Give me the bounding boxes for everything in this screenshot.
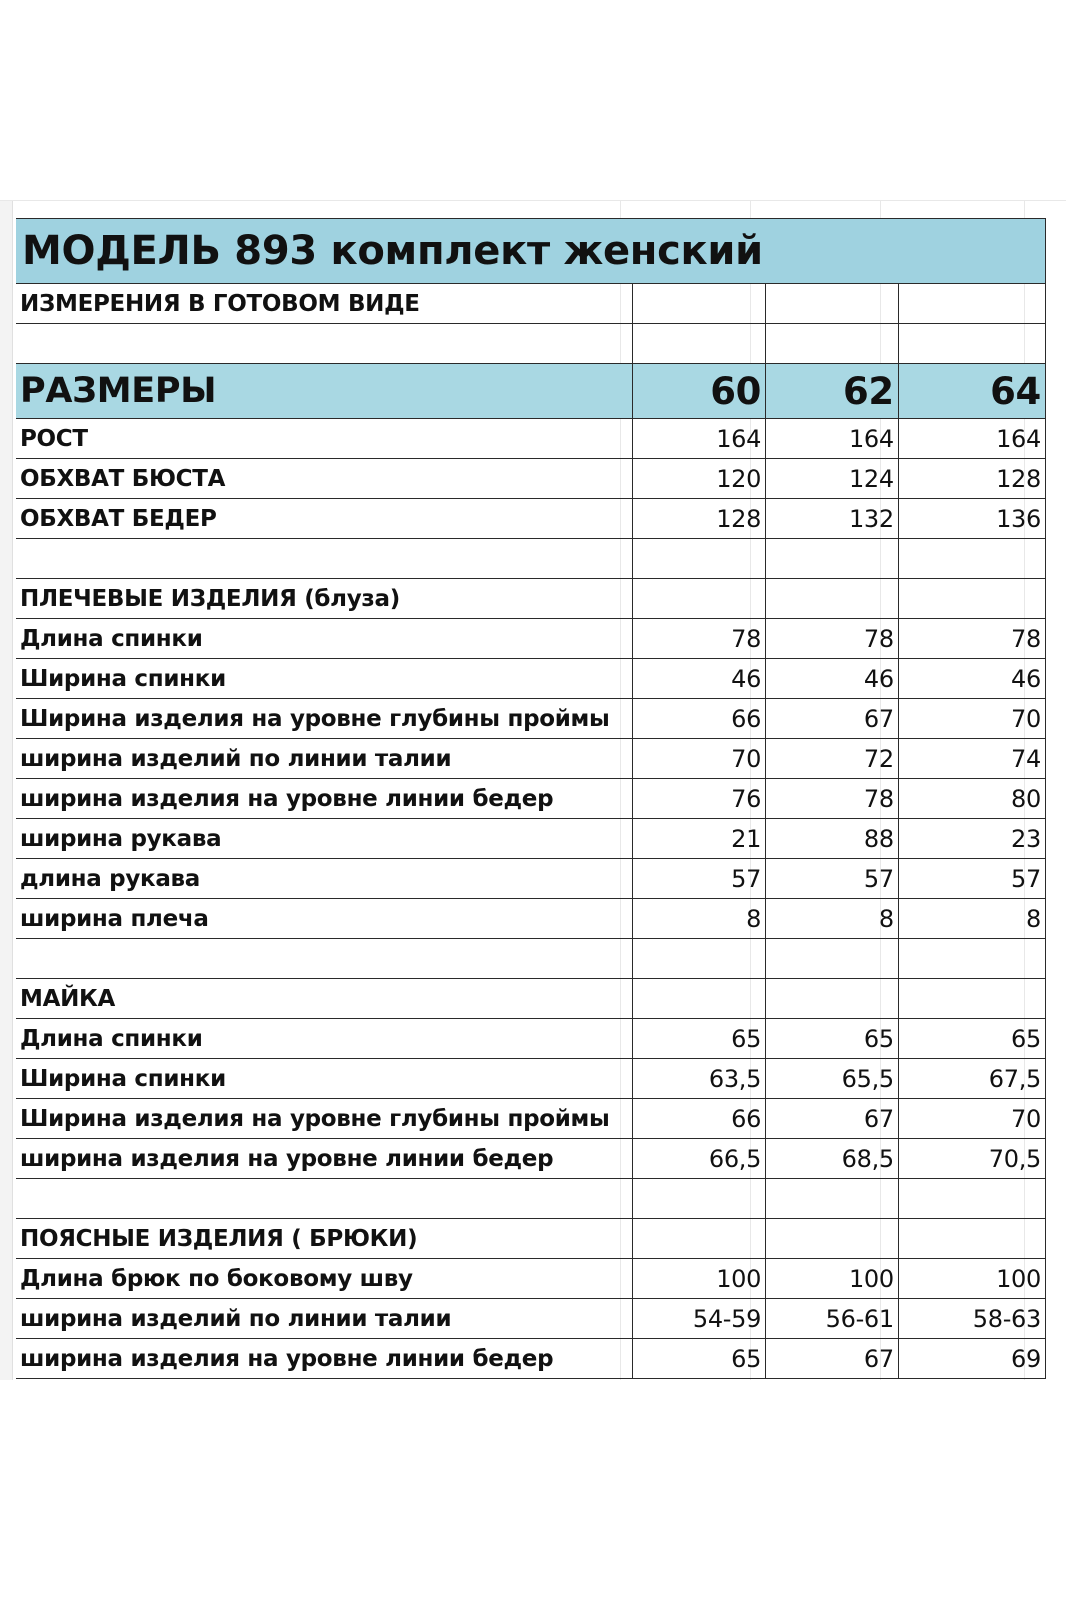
measurement-label[interactable]: Длина брюк по боковому шву xyxy=(16,1259,633,1299)
cell[interactable] xyxy=(16,939,633,979)
cell[interactable] xyxy=(766,539,899,579)
measurement-row xyxy=(16,1339,1046,1379)
measurement-value-size-62[interactable]: 57 xyxy=(766,859,899,899)
cell[interactable] xyxy=(633,939,766,979)
measurement-value-size-64[interactable]: 164 xyxy=(898,419,1045,459)
measurement-row xyxy=(16,899,1046,939)
cell[interactable] xyxy=(898,1219,1045,1259)
cell[interactable] xyxy=(766,284,899,324)
measurement-row xyxy=(16,819,1046,859)
measurement-row xyxy=(16,499,1046,539)
measurement-value-size-64[interactable]: 80 xyxy=(898,779,1045,819)
measurement-value-size-64[interactable]: 57 xyxy=(898,859,1045,899)
measurement-row xyxy=(16,1259,1046,1299)
measurement-value-size-64[interactable]: 78 xyxy=(898,619,1045,659)
measurement-row xyxy=(16,699,1046,739)
measurement-value-size-62[interactable]: 67 xyxy=(766,699,899,739)
measurement-label[interactable]: длина рукава xyxy=(16,859,633,899)
measurement-value-size-64[interactable]: 70 xyxy=(898,699,1045,739)
measurement-value-size-60[interactable]: 66,5 xyxy=(633,1139,766,1179)
cell[interactable] xyxy=(633,579,766,619)
general-section xyxy=(16,419,1046,539)
measurement-value-size-60[interactable]: 46 xyxy=(633,659,766,699)
cell[interactable] xyxy=(633,1219,766,1259)
trousers-section xyxy=(16,1259,1046,1379)
measurement-value-size-62[interactable]: 46 xyxy=(766,659,899,699)
measurement-row xyxy=(16,1059,1046,1099)
cell[interactable] xyxy=(898,579,1045,619)
measurement-label[interactable]: ширина изделий по линии талии xyxy=(16,1299,633,1339)
measurements-subtitle[interactable]: ИЗМЕРЕНИЯ В ГОТОВОМ ВИДЕ xyxy=(16,284,633,324)
measurement-value-size-60[interactable]: 65 xyxy=(633,1339,766,1379)
blank-row xyxy=(16,324,1046,364)
measurement-value-size-62[interactable]: 124 xyxy=(766,459,899,499)
measurement-value-size-62[interactable]: 100 xyxy=(766,1259,899,1299)
measurement-row xyxy=(16,1099,1046,1139)
cell[interactable] xyxy=(898,284,1045,324)
cell[interactable] xyxy=(766,939,899,979)
measurement-label[interactable]: Ширина спинки xyxy=(16,1059,633,1099)
spreadsheet-area xyxy=(0,200,1066,1380)
section-heading-row xyxy=(16,579,1046,619)
measurement-value-size-64[interactable]: 46 xyxy=(898,659,1045,699)
measurement-value-size-64[interactable]: 67,5 xyxy=(898,1059,1045,1099)
measurement-row xyxy=(16,1139,1046,1179)
measurement-label[interactable]: Длина спинки xyxy=(16,1019,633,1059)
measurement-row xyxy=(16,1299,1046,1339)
measurement-label[interactable]: ширина изделия на уровне линии бедер xyxy=(16,779,633,819)
measurement-value-size-60[interactable]: 128 xyxy=(633,499,766,539)
measurement-value-size-60[interactable]: 78 xyxy=(633,619,766,659)
cell[interactable] xyxy=(898,979,1045,1019)
measurement-value-size-60[interactable]: 66 xyxy=(633,699,766,739)
blouse-heading[interactable]: ПЛЕЧЕВЫЕ ИЗДЕЛИЯ (блуза) xyxy=(16,579,633,619)
measurement-value-size-62[interactable]: 65,5 xyxy=(766,1059,899,1099)
tank-heading[interactable]: МАЙКА xyxy=(16,979,633,1019)
cell[interactable] xyxy=(766,1179,899,1219)
blouse-section xyxy=(16,619,1046,939)
measurement-row xyxy=(16,459,1046,499)
measurement-value-size-62[interactable]: 78 xyxy=(766,779,899,819)
section-heading-row xyxy=(16,1219,1046,1259)
measurement-label[interactable]: РОСТ xyxy=(16,419,633,459)
blank-row xyxy=(16,939,1046,979)
blank-row xyxy=(16,1179,1046,1219)
measurement-value-size-64[interactable]: 70 xyxy=(898,1099,1045,1139)
measurement-value-size-64[interactable]: 69 xyxy=(898,1339,1045,1379)
measurement-value-size-64[interactable]: 128 xyxy=(898,459,1045,499)
measurement-value-size-62[interactable]: 67 xyxy=(766,1099,899,1139)
measurement-value-size-64[interactable]: 58-63 xyxy=(898,1299,1045,1339)
measurement-value-size-62[interactable]: 72 xyxy=(766,739,899,779)
measurement-row xyxy=(16,419,1046,459)
tank-section xyxy=(16,1019,1046,1179)
measurement-value-size-62[interactable]: 132 xyxy=(766,499,899,539)
measurement-row xyxy=(16,619,1046,659)
measurement-value-size-64[interactable]: 70,5 xyxy=(898,1139,1045,1179)
measurement-label[interactable]: Ширина изделия на уровне глубины проймы xyxy=(16,699,633,739)
measurement-value-size-60[interactable]: 100 xyxy=(633,1259,766,1299)
gridline xyxy=(0,200,1066,201)
measurement-value-size-64[interactable]: 8 xyxy=(898,899,1045,939)
measurement-value-size-60[interactable]: 70 xyxy=(633,739,766,779)
size-64[interactable]: 64 xyxy=(898,364,1045,419)
measurement-value-size-60[interactable]: 54-59 xyxy=(633,1299,766,1339)
row-header-strip xyxy=(0,200,13,1380)
measurement-label[interactable]: ОБХВАТ БЕДЕР xyxy=(16,499,633,539)
measurement-label[interactable]: Длина спинки xyxy=(16,619,633,659)
section-heading-row xyxy=(16,979,1046,1019)
measurement-value-size-60[interactable]: 63,5 xyxy=(633,1059,766,1099)
size-60[interactable]: 60 xyxy=(633,364,766,419)
measurement-value-size-64[interactable]: 65 xyxy=(898,1019,1045,1059)
measurement-row xyxy=(16,859,1046,899)
measurement-value-size-64[interactable]: 100 xyxy=(898,1259,1045,1299)
measurement-value-size-62[interactable]: 67 xyxy=(766,1339,899,1379)
model-title[interactable]: МОДЕЛЬ 893 комплект женский xyxy=(16,219,1046,284)
measurement-label[interactable]: Ширина изделия на уровне глубины проймы xyxy=(16,1099,633,1139)
cell[interactable] xyxy=(633,979,766,1019)
blank-section xyxy=(16,539,1046,619)
cell[interactable] xyxy=(16,539,633,579)
size-chart-table xyxy=(16,218,1046,1379)
cell[interactable] xyxy=(898,324,1045,364)
measurement-label[interactable]: ширина плеча xyxy=(16,899,633,939)
measurement-value-size-62[interactable]: 8 xyxy=(766,899,899,939)
cell[interactable] xyxy=(898,1179,1045,1219)
cell[interactable] xyxy=(898,539,1045,579)
blank-row xyxy=(16,539,1046,579)
measurement-label[interactable]: ширина изделий по линии талии xyxy=(16,739,633,779)
measurement-value-size-60[interactable]: 65 xyxy=(633,1019,766,1059)
measurement-value-size-60[interactable]: 164 xyxy=(633,419,766,459)
measurement-value-size-60[interactable]: 120 xyxy=(633,459,766,499)
measurement-label[interactable]: Ширина спинки xyxy=(16,659,633,699)
measurement-label[interactable]: ширина изделия на уровне линии бедер xyxy=(16,1139,633,1179)
subtitle-row xyxy=(16,284,1046,324)
blank-section xyxy=(16,939,1046,1019)
measurement-value-size-62[interactable]: 164 xyxy=(766,419,899,459)
cell[interactable] xyxy=(766,1219,899,1259)
cell[interactable] xyxy=(633,324,766,364)
cell[interactable] xyxy=(16,1179,633,1219)
title-row xyxy=(16,219,1046,284)
cell[interactable] xyxy=(766,979,899,1019)
measurement-value-size-60[interactable]: 57 xyxy=(633,859,766,899)
cell[interactable] xyxy=(633,284,766,324)
measurement-value-size-64[interactable]: 136 xyxy=(898,499,1045,539)
measurement-value-size-60[interactable]: 66 xyxy=(633,1099,766,1139)
measurement-value-size-60[interactable]: 21 xyxy=(633,819,766,859)
measurement-label[interactable]: ширина изделия на уровне линии бедер xyxy=(16,1339,633,1379)
measurement-value-size-60[interactable]: 8 xyxy=(633,899,766,939)
measurement-value-size-62[interactable]: 56-61 xyxy=(766,1299,899,1339)
measurement-row xyxy=(16,659,1046,699)
blank-section xyxy=(16,1179,1046,1259)
measurement-value-size-62[interactable]: 65 xyxy=(766,1019,899,1059)
measurement-row xyxy=(16,779,1046,819)
cell[interactable] xyxy=(898,939,1045,979)
size-62[interactable]: 62 xyxy=(766,364,899,419)
measurement-row xyxy=(16,739,1046,779)
measurement-row xyxy=(16,1019,1046,1059)
sizes-row xyxy=(16,364,1046,419)
measurement-value-size-60[interactable]: 76 xyxy=(633,779,766,819)
measurement-label[interactable]: ширина рукава xyxy=(16,819,633,859)
cell[interactable] xyxy=(766,324,899,364)
measurement-value-size-62[interactable]: 68,5 xyxy=(766,1139,899,1179)
cell[interactable] xyxy=(633,1179,766,1219)
measurement-value-size-64[interactable]: 23 xyxy=(898,819,1045,859)
cell[interactable] xyxy=(16,324,633,364)
measurement-label[interactable]: ОБХВАТ БЮСТА xyxy=(16,459,633,499)
measurement-value-size-64[interactable]: 74 xyxy=(898,739,1045,779)
cell[interactable] xyxy=(766,579,899,619)
measurement-value-size-62[interactable]: 88 xyxy=(766,819,899,859)
sizes-label[interactable]: РАЗМЕРЫ xyxy=(16,364,633,419)
measurement-value-size-62[interactable]: 78 xyxy=(766,619,899,659)
cell[interactable] xyxy=(633,539,766,579)
trousers-heading[interactable]: ПОЯСНЫЕ ИЗДЕЛИЯ ( БРЮКИ) xyxy=(16,1219,633,1259)
